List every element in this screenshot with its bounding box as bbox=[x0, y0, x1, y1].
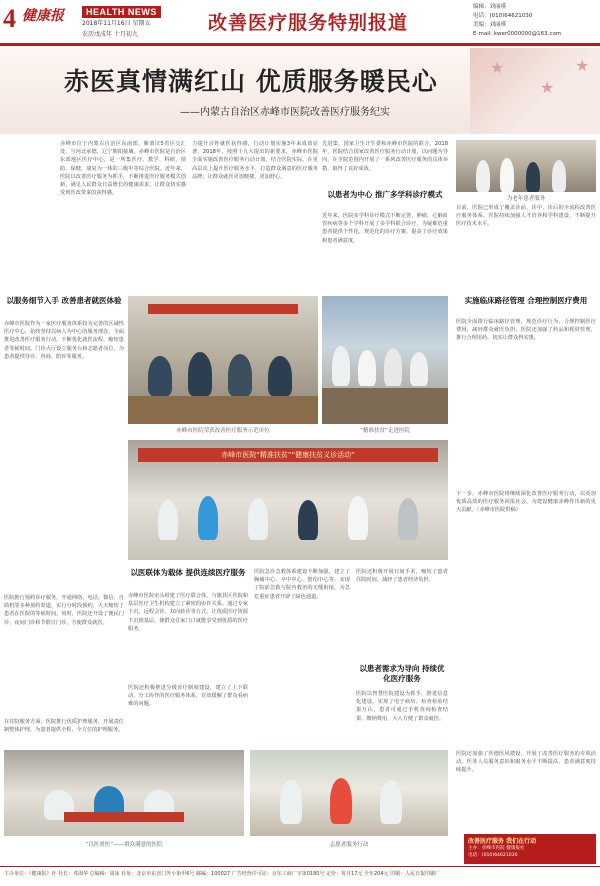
health-news-tag: HEALTH NEWS bbox=[82, 6, 161, 18]
designer-line: 美编：刘丽瑾 bbox=[473, 22, 507, 28]
star-icon: ★ bbox=[540, 78, 555, 97]
photo-free-clinic bbox=[128, 440, 448, 560]
article-column-3: 先进集，国家卫生计生委和赤峰市医院的联合。2018年，医院结合国家改善医疗服务行动计划，以问题为导向，在全院范围内开展了一系列改善医疗服务的具体举措，取得了良好成效。 bbox=[322, 141, 448, 172]
caption-poverty: “精准扶贫”走进医院 bbox=[360, 428, 410, 434]
clinic-banner: 赤峰市医院“精准扶贫”“健康扶贫义诊活动” bbox=[138, 448, 438, 462]
issue-date: 2018年11月16日 星期五 bbox=[82, 20, 151, 27]
top-rule bbox=[0, 43, 600, 46]
article-left-column-b: 医院推行预约诊疗服务，开通网络、电话、微信、自助机等多种预约渠道，实行分时段预约，大大缩短了患者在医院的等候时间。同时，医院还开设了便民门诊、夜间门诊和节假日门诊，方便群众就医。 bbox=[4, 595, 124, 626]
subhead-clinical-pathway: 实施临床路径管理 合理控制医疗费用 bbox=[464, 296, 588, 305]
article-column-1: 赤峰市位于内蒙古自治区东南部，紫蒙汉5省区交汇处，与河北承德，辽宁朝阳接壤。赤峰市医院是自治区东部地区医疗中心，是一所集医疗、教学、科研、预防、保健、康复为一体的三级甲等综合医院。近年来，医院以改善医疗服务为抓手，不断推进医疗服务模式创新，满足人民群众日益增长的健康需求，让群众切实感受到医改带来的获得感。 bbox=[60, 141, 186, 197]
section-title: 改善医疗服务特别报道 bbox=[208, 12, 409, 34]
article-column-3b: 近年来，医院多学科诊疗模式不断完善，肿瘤、心脑血管疾病等多个学科开展了多学科联合诊疗，为疑难危重患者提供个性化、规范化的诊疗方案，提高了诊疗效果和患者满意度。 bbox=[322, 213, 448, 244]
caption-drill: “以医重医”——群众满意的医院 bbox=[85, 842, 163, 848]
masthead bbox=[0, 0, 600, 44]
subheadline: ——内蒙古自治区赤峰市医院改善医疗服务纪实 bbox=[180, 107, 390, 118]
photo-poverty-alleviation bbox=[322, 296, 448, 424]
phone-line: 电话：(010)64621030 bbox=[473, 13, 533, 19]
promo-line-2: 电话：(010)64621030 bbox=[468, 853, 518, 858]
promo-title: 改善医疗服务 我们在行动 bbox=[468, 838, 537, 845]
subhead-multidisciplinary: 以患者为中心 推广多学科诊疗模式 bbox=[327, 190, 443, 199]
subhead-medical-alliance: 以医联体为载体 提供连续医疗服务 bbox=[130, 568, 246, 577]
article-left-column-a: 赤峰市医院作为一家医疗服务体系较为完善的区域性医疗中心，始终坚持以病人为中心的服务理念，全面推进改善医疗服务行动，不断优化就医流程，缩短患者等候时间。门诊大厅设立服务台和志愿者岗位，为患者提供导诊、咨询、陪诊等服务。 bbox=[4, 321, 124, 360]
page-number: 4 bbox=[3, 4, 16, 33]
caption-ward: 为老年患者服务 bbox=[506, 196, 546, 202]
paper-name: 健康报 bbox=[22, 8, 64, 24]
subhead-patient-needs: 以患者需求为导向 持续优化医疗服务 bbox=[359, 664, 445, 683]
article-mid-b: 医院还积极推进分级诊疗制度建设，建立了上下联动、分工协作的医疗服务体系，有效缓解了群众看病难的问题。 bbox=[128, 685, 248, 708]
footer-info: 主办单位：《健康报》社 社长：邓海华 总编辑：周冰 社址：北京市东直门外小街甲6号 邮编：100027 广告经营许可证：京东工商广字第0180号 定价：每月17元 全年204元 印刷：人民日报印刷厂 bbox=[4, 871, 441, 877]
article-right-b: 医院还加强了医德医风建设，开展了改善医疗服务的专项活动，医务人员服务意识和服务水平不断提高，患者满意度持续提升。 bbox=[456, 751, 596, 774]
photo-ward-visit bbox=[456, 140, 596, 192]
article-left-column-c: 在住院服务方面，医院推行优质护理服务，开展责任制整体护理，为患者提供全程、全方位的护理服务。 bbox=[4, 719, 124, 734]
lunar-date: 农历戊戌年 十月初九 bbox=[82, 31, 138, 38]
article-center-b: 医院急诊急救体系建设不断加强，建立了胸痛中心、卒中中心、创伤中心等，实现了院前急救与院内救治的无缝衔接，为急危重症患者开辟了绿色通道。 bbox=[254, 569, 350, 600]
promo-box bbox=[464, 834, 596, 864]
subhead-service-detail: 以服务细节入手 改善患者就医体验 bbox=[6, 296, 122, 305]
star-icon: ★ bbox=[575, 56, 590, 75]
caption-volunteers: 志愿者服务行动 bbox=[329, 842, 369, 848]
email-line: E-mail: kwer0000000@163.com bbox=[473, 31, 562, 37]
photo-meeting bbox=[128, 296, 318, 424]
photo-volunteers bbox=[250, 750, 448, 836]
article-far-right-1: 目前，医院已形成了覆盖诊前、诊中、诊后的全流程改善医疗服务体系。医院持续加强人才培养和学科建设，不断提升医疗技术水平。 bbox=[456, 205, 596, 228]
article-center-c: 医院还积极开展日间手术，缩短了患者住院时间，减轻了患者经济负担。 bbox=[356, 569, 448, 584]
bottom-rule bbox=[0, 866, 600, 867]
article-far-right-3: 下一步，赤峰市医院将继续深化改善医疗服务行动，以更加优质高效的医疗服务回报社会，为建设健康赤峰作出新的更大贡献。（赤峰市医院供稿） bbox=[456, 491, 596, 514]
headline: 赤医真情满红山 优质服务暖民心 bbox=[64, 67, 438, 96]
photo-emergency-drill bbox=[4, 750, 244, 836]
article-mid-a: 赤峰市医院牵头组建了医疗联合体，与旗县区医院和基层医疗卫生机构建立了紧密的协作关系。通过专家下沉、远程会诊、双向转诊等方式，让优质医疗资源下沉到基层，使群众在家门口就能享受到优质的医疗服务。 bbox=[128, 593, 248, 632]
contact-info bbox=[473, 3, 561, 39]
editor-line: 编辑：刘丽瑾 bbox=[473, 4, 507, 10]
article-far-right-2: 医院全面推行临床路径管理，规范诊疗行为，合理控制医疗费用，减轻群众就医负担。医院还加强了药品和耗材管理，推行合理用药，切实让群众得实惠。 bbox=[456, 319, 596, 342]
article-column-2: 力提升百姓就医获得感，行动计划实施3年来成效显著。2018年，按照十九大提出的新要求，赤峰市医院全面实施改善医疗服务行动计划，结合医院实际，在更高层次上提升医疗服务水平，打造群众满意的医疗服务品牌，让群众就医更加便捷、更加舒心。 bbox=[192, 141, 318, 180]
star-icon: ★ bbox=[490, 58, 505, 77]
meeting-banner bbox=[148, 304, 298, 314]
article-right-a: 医院以智慧医院建设为抓手，推进信息化建设，实现了电子病历、检查检验结果互认，患者可通过手机查询检查结果、缴纳费用，大大方便了群众就医。 bbox=[356, 691, 448, 722]
caption-meeting: 赤峰市医院荣获改善医疗服务示范单位 bbox=[176, 428, 270, 434]
promo-line-1: 主办：赤峰市医院 健康报社 bbox=[468, 846, 525, 851]
